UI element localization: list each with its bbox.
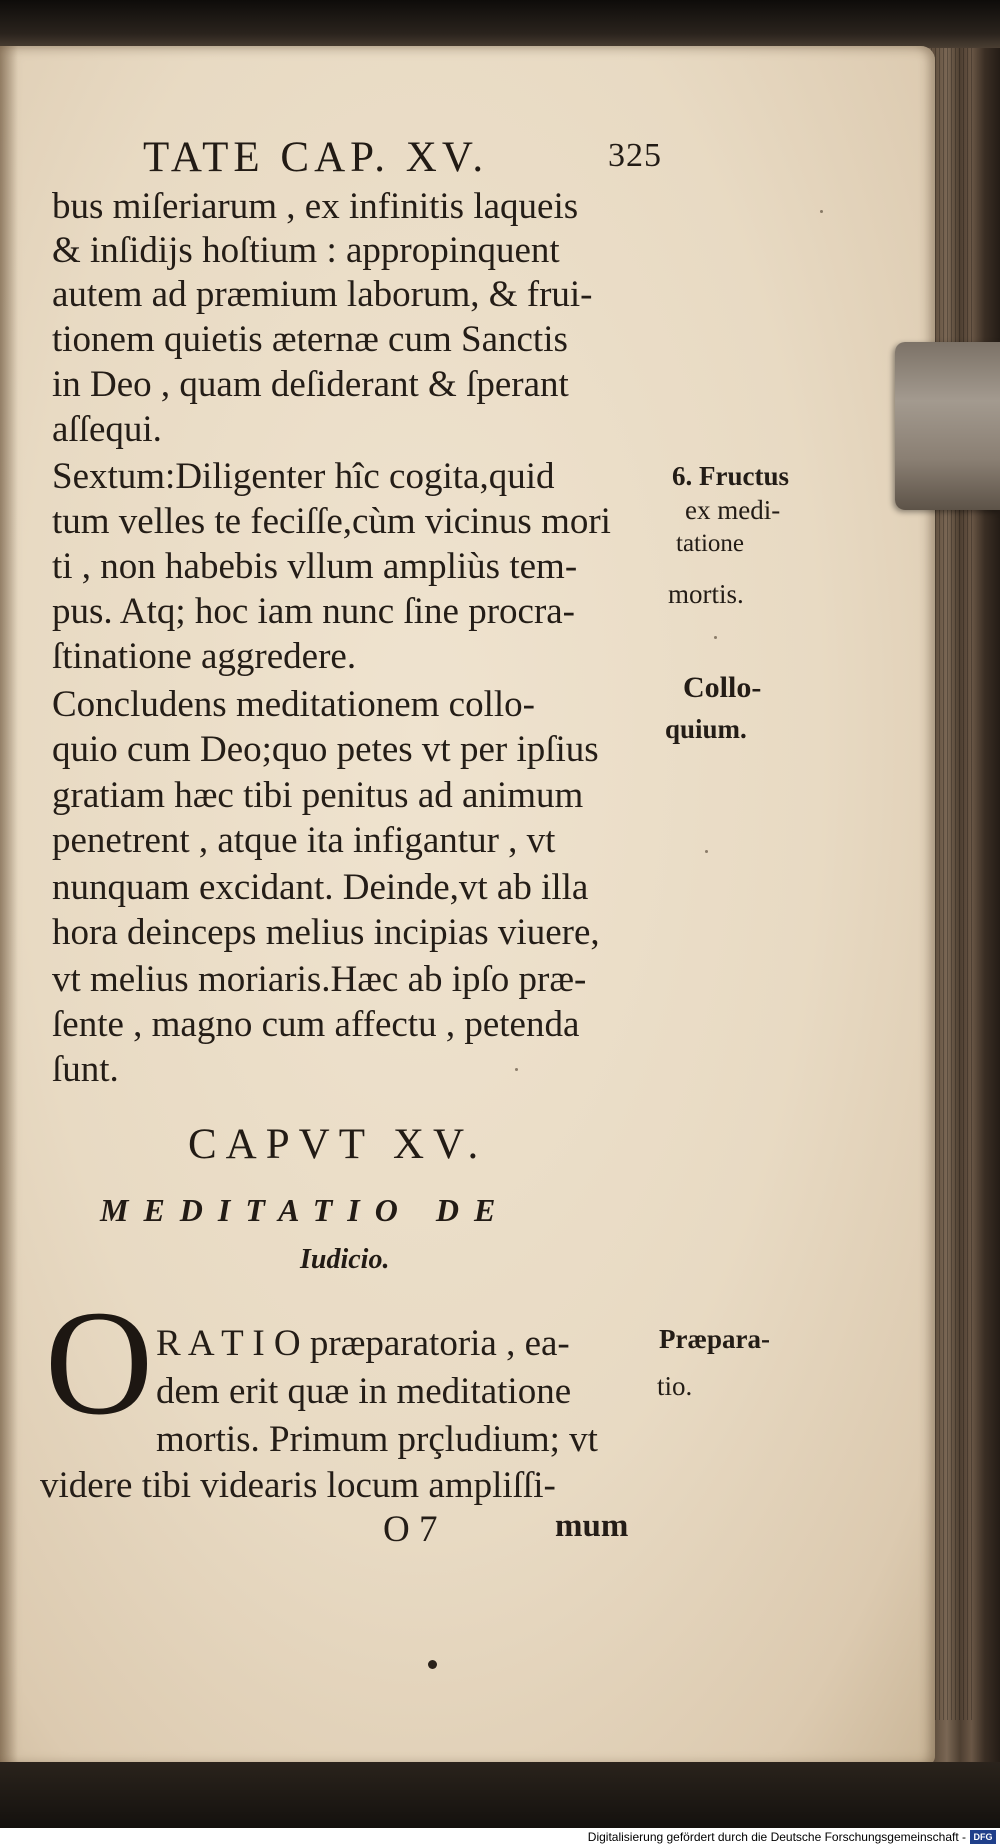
paper-speck	[705, 850, 708, 853]
chapter-title: CAPVT XV.	[188, 1121, 488, 1168]
body-line: in Deo , quam deſiderant & ſperant	[52, 364, 569, 405]
catchword: mum	[555, 1508, 629, 1544]
drop-cap: O	[44, 1280, 154, 1446]
chapter-text-line: dem erit quæ in meditatione	[156, 1371, 572, 1412]
margin-note-praeparatio: tio.	[657, 1371, 693, 1401]
margin-note-colloquium: quium.	[665, 714, 747, 744]
running-head	[143, 133, 703, 182]
chapter-text-line: videre tibi videaris locum ampliſſi-	[40, 1465, 556, 1506]
margin-note-fructus: mortis.	[668, 579, 744, 609]
body-line: ſtinatione aggredere.	[52, 636, 357, 677]
running-head-title: TATE CAP. XV.	[143, 134, 489, 181]
paper-speck	[714, 636, 717, 639]
body-line: tum velles te feciſſe,cùm vicinus mori	[52, 501, 611, 542]
body-line: hora deinceps melius incipias viuere,	[52, 912, 600, 953]
body-line: quio cum Deo;quo petes vt per ipſius	[52, 729, 599, 770]
digitization-credit: Digitalisierung gefördert durch die Deutsche Forschungsgemeinschaft -	[587, 1830, 966, 1844]
paper-speck	[515, 1068, 518, 1071]
body-line: penetrent , atque ita infigantur , vt	[52, 820, 556, 861]
body-line: nunquam excidant. Deinde,vt ab illa	[52, 867, 589, 908]
body-line: bus miſeriarum , ex infinitis laqueis	[52, 186, 579, 227]
dfg-logo: DFG	[970, 1830, 996, 1844]
body-line: tionem quietis æternæ cum Sanctis	[52, 319, 568, 360]
margin-note-fructus: tatione	[676, 530, 745, 557]
body-line: gratiam hæc tibi penitus ad animum	[52, 775, 584, 816]
margin-note-praeparatio: Præpara-	[659, 1324, 770, 1354]
clip-tab-marker	[895, 342, 1000, 510]
body-line: & inſidijs hoſtium : appropinquent	[52, 230, 560, 271]
paper-speck	[820, 210, 823, 213]
body-line: Sextum:Diligenter hîc cogita,quid	[52, 456, 555, 497]
body-line: autem ad præmium laborum, & frui-	[52, 274, 593, 315]
gutter-shadow	[0, 46, 18, 1766]
body-line: vt melius moriaris.Hæc ab ipſo præ-	[52, 959, 587, 1000]
body-line: ſente , magno cum affectu , petenda	[52, 1004, 580, 1045]
body-line: ti , non habebis vllum ampliùs tem-	[52, 546, 578, 587]
signature-mark: O 7	[383, 1509, 438, 1550]
cover-edge-top	[0, 0, 1000, 48]
chapter-subtitle-2: Iudicio.	[300, 1244, 390, 1275]
body-line: aſſequi.	[52, 409, 162, 450]
margin-note-fructus: 6. Fructus	[672, 461, 789, 491]
chapter-text-line: R A T I O præparatoria , ea-	[156, 1323, 570, 1364]
body-line: pus. Atq; hoc iam nunc ſine procra-	[52, 591, 576, 632]
chapter-text-line: mortis. Primum prçludium; vt	[156, 1419, 598, 1460]
page-number: 325	[608, 137, 662, 174]
cover-edge-bottom	[0, 1762, 1000, 1828]
margin-note-colloquium: Collo-	[683, 671, 762, 704]
body-line: ſunt.	[52, 1049, 119, 1090]
chapter-subtitle: MEDITATIO DE	[100, 1192, 511, 1228]
body-line: Concludens meditationem collo-	[52, 684, 535, 725]
ink-dot	[428, 1660, 437, 1669]
margin-note-fructus: ex medi-	[685, 495, 781, 525]
